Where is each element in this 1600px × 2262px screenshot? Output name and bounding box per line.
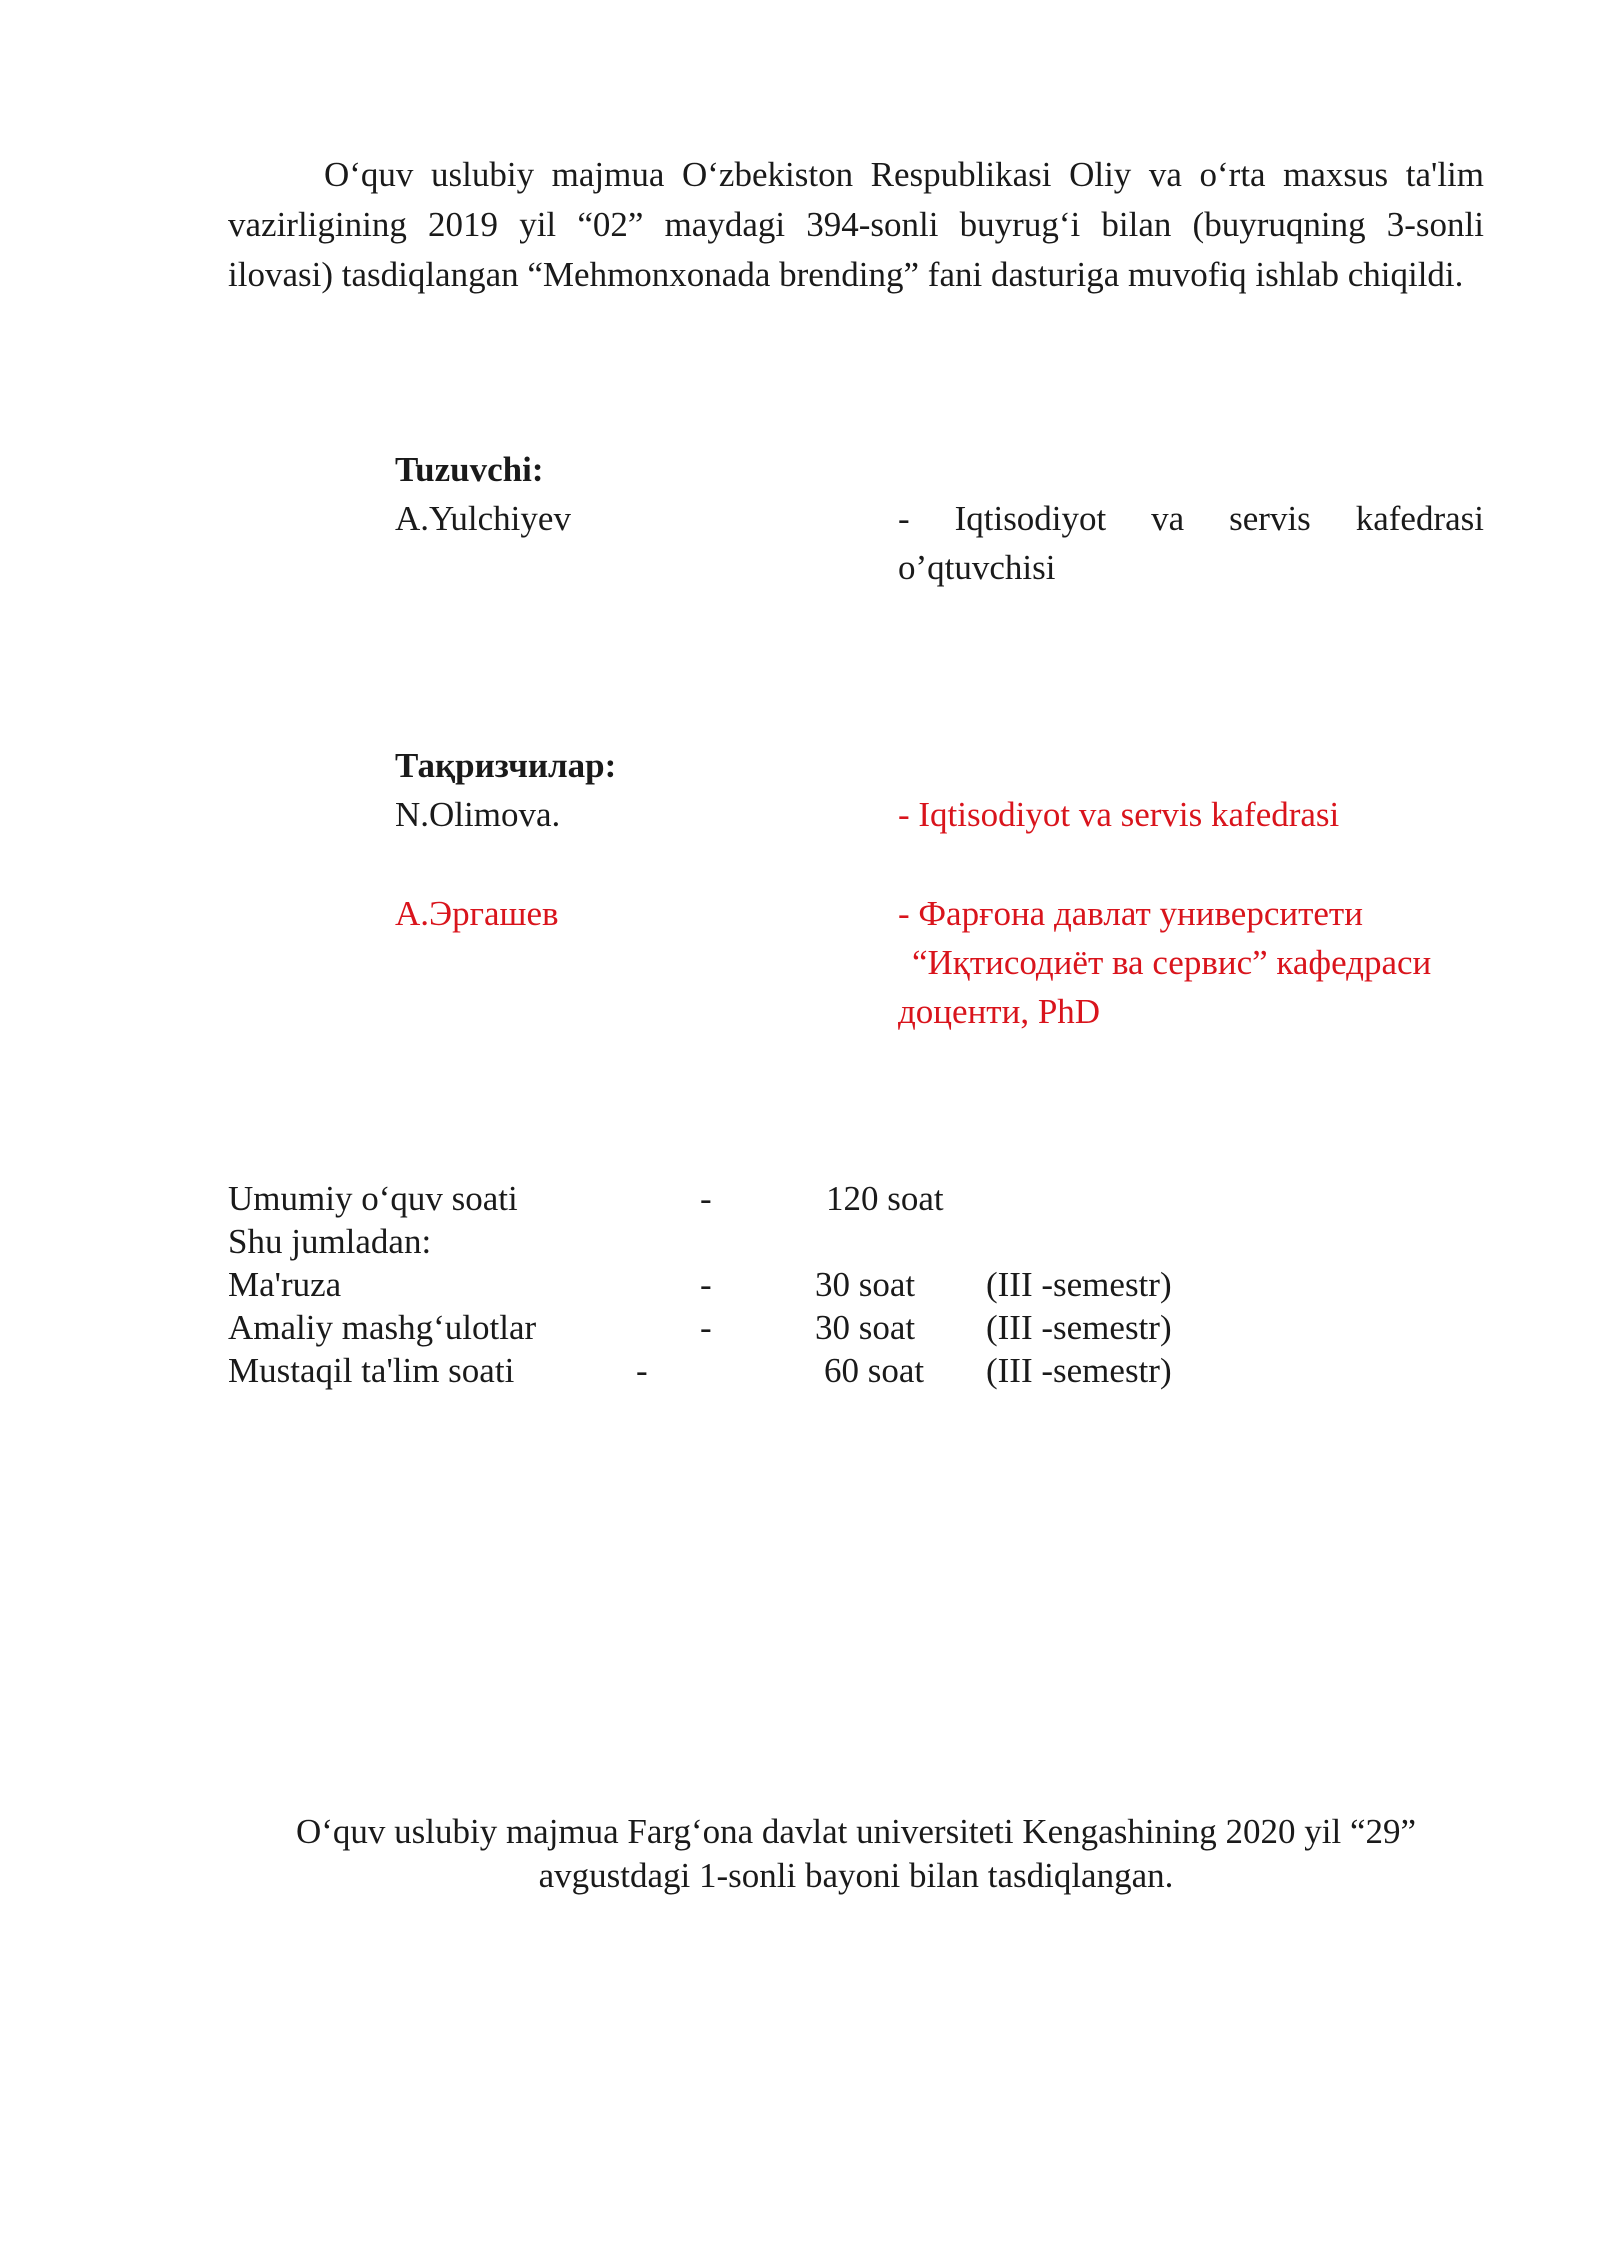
- reviewer-1-name: N.Olimova.: [395, 795, 561, 834]
- approval-note: [228, 1810, 1484, 1898]
- hours-row-selfstudy-value: 60 soat: [824, 1351, 925, 1390]
- hours-row-selfstudy-semester: (III -semestr): [986, 1351, 1172, 1390]
- hours-row-lecture-value: 30 soat: [815, 1265, 916, 1304]
- total-hours-dash: -: [700, 1179, 712, 1218]
- total-hours-label: Umumiy o‘quv soati: [228, 1179, 518, 1218]
- intro-paragraph: O‘quv uslubiy majmua O‘zbekiston Respublikasi Oliy va o‘rta maxsus ta'lim vazirligining 2019 yil “02” maydagi 394-sonli buyrug‘i bilan (buyruqning 3-sonli ilovasi) tasdiqlangan “Mehmonxonada brending” fani dasturiga muvofiq ishlab chiqildi.: [228, 155, 1484, 294]
- reviewer-2-role-line3: доценти, PhD: [898, 992, 1101, 1031]
- reviewer-1-role: - Iqtisodiyot va servis kafedrasi: [898, 795, 1340, 834]
- compiler-role-line2: o’qtuvchisi: [898, 548, 1056, 587]
- including-label: Shu jumladan:: [228, 1222, 432, 1261]
- hours-row-practice-label: Amaliy mashg‘ulotlar: [228, 1308, 537, 1347]
- reviewer-2-role-line1: - Фарғона давлат университети: [898, 894, 1363, 933]
- approval-note-line2: avgustdagi 1-sonli bayoni bilan tasdiqlangan.: [538, 1856, 1174, 1895]
- hours-row-practice-dash: -: [700, 1308, 712, 1347]
- compiler-name: A.Yulchiyev: [395, 499, 571, 538]
- reviewers-heading: Тақризчилар:: [395, 746, 617, 785]
- hours-row-lecture-dash: -: [700, 1265, 712, 1304]
- reviewer-2-role-line2: “Иқтисодиёт ва сервис” кафедраси: [912, 943, 1432, 982]
- approval-note-line1: O‘quv uslubiy majmua Farg‘ona davlat universiteti Kengashining 2020 yil “29”: [295, 1812, 1417, 1851]
- hours-row-practice-value: 30 soat: [815, 1308, 916, 1347]
- hours-row-lecture-semester: (III -semestr): [986, 1265, 1172, 1304]
- hours-row-lecture-label: Ma'ruza: [228, 1265, 342, 1304]
- hours-row-selfstudy-dash: -: [636, 1351, 648, 1390]
- hours-row-selfstudy-label: Mustaqil ta'lim soati: [228, 1351, 515, 1390]
- compiler-role-line1: - Iqtisodiyot va servis kafedrasi: [898, 499, 1484, 538]
- hours-row-practice-semester: (III -semestr): [986, 1308, 1172, 1347]
- reviewer-2-name: А.Эргашев: [395, 894, 559, 933]
- total-hours-value: 120 soat: [826, 1179, 944, 1218]
- compiler-heading: Tuzuvchi:: [395, 450, 544, 489]
